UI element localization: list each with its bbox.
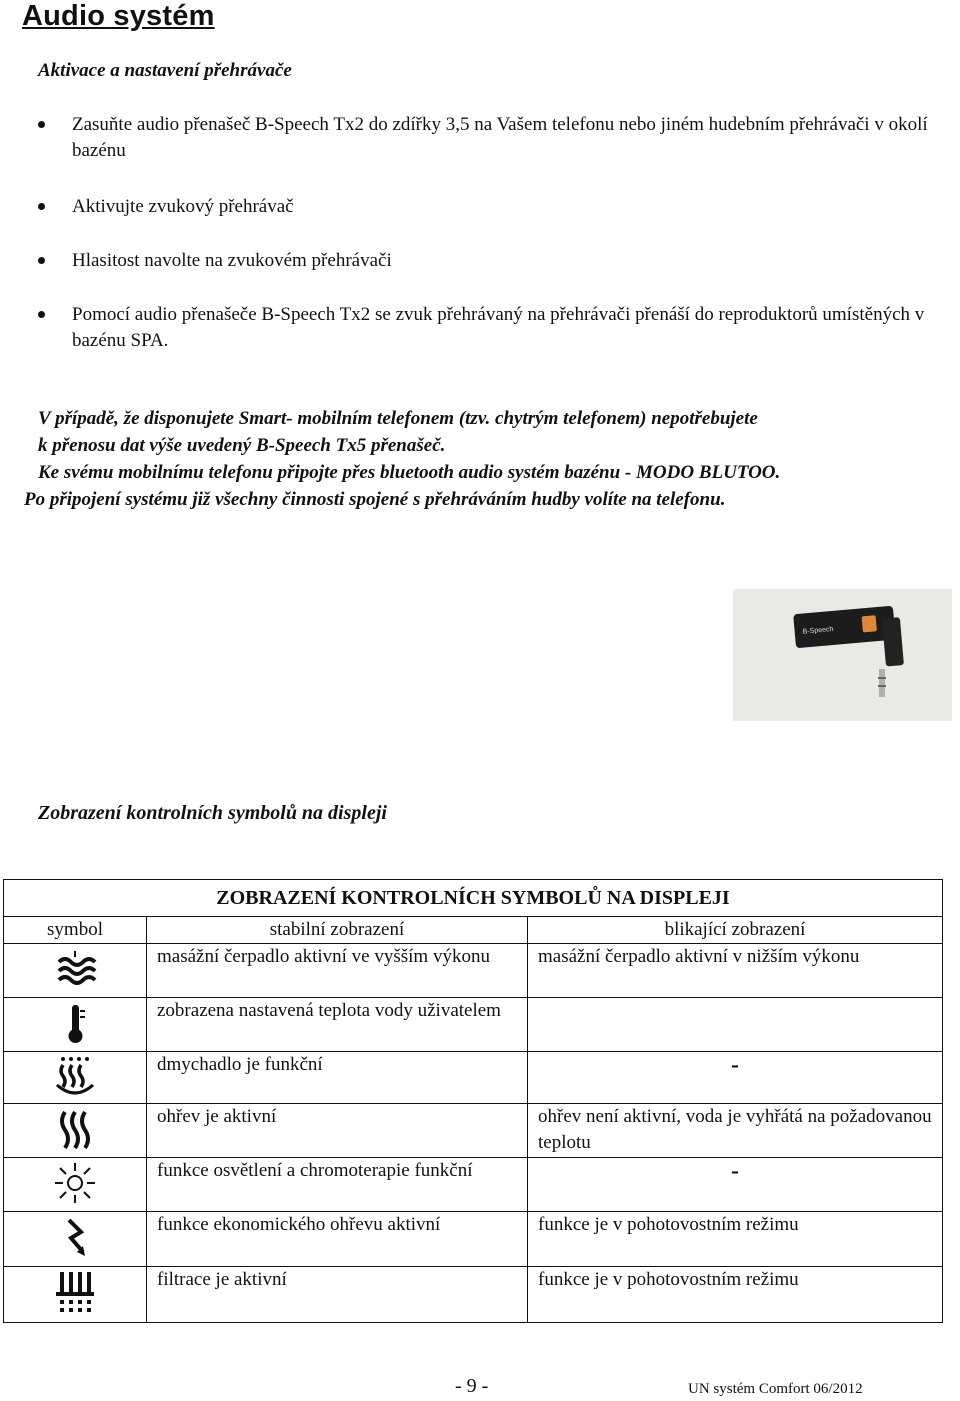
table-header-row <box>4 917 943 944</box>
blinking-cell: ohřev není aktivní, voda je vyhřátá na požadovanou teplotu <box>528 1104 943 1158</box>
note-line: V případě, že disponujete Smart- mobilním telefonem (tzv. chytrým telefonem) nepotřebujete <box>38 408 758 429</box>
thermometer-icon <box>60 1003 90 1045</box>
page-title: Audio systém <box>22 0 215 32</box>
column-header: stabilní zobrazení <box>147 917 528 944</box>
section-heading-symbols: Zobrazení kontrolních symbolů na displeji <box>38 802 387 824</box>
smartphone-note <box>24 405 949 513</box>
stable-cell: funkce osvětlení a chromoterapie funkční <box>147 1158 528 1212</box>
blinking-cell: funkce je v pohotovostním režimu <box>528 1267 943 1323</box>
table-title: ZOBRAZENÍ KONTROLNÍCH SYMBOLŮ NA DISPLEJI <box>4 880 943 917</box>
economy-heating-icon <box>55 1216 95 1260</box>
blinking-cell: funkce je v pohotovostním režimu <box>528 1212 943 1267</box>
list-item: Zasuňte audio přenašeč B-Speech Tx2 do zdířky 3,5 na Vašem telefonu nebo jiném hudebním přehrávači v okolí bazénu <box>38 112 938 166</box>
bullet-icon <box>38 257 45 264</box>
document-footer: UN systém Comfort 06/2012 <box>688 1381 863 1397</box>
symbols-table <box>3 879 943 1323</box>
blinking-cell: - <box>528 1158 943 1212</box>
blinking-cell <box>528 998 943 1052</box>
table-row <box>4 1052 943 1104</box>
stable-cell: funkce ekonomického ohřevu aktivní <box>147 1212 528 1267</box>
instruction-list <box>38 112 938 356</box>
light-icon <box>53 1161 97 1205</box>
blinking-cell: masážní čerpadlo aktivní v nižším výkonu <box>528 944 943 998</box>
massage-pump-icon <box>51 950 99 990</box>
note-line: Ke svému mobilnímu telefonu připojte přes bluetooth audio systém bazénu - MODO BLUTOO. <box>38 462 781 483</box>
stable-cell: dmychadlo je funkční <box>147 1052 528 1104</box>
filtration-icon <box>54 1270 96 1316</box>
section-heading-activation: Aktivace a nastavení přehrávače <box>38 60 292 81</box>
stable-cell: filtrace je aktivní <box>147 1267 528 1323</box>
bullet-icon <box>38 121 45 128</box>
column-header: symbol <box>4 917 147 944</box>
heater-icon <box>57 1109 93 1151</box>
table-row <box>4 1212 943 1267</box>
blower-icon <box>53 1055 97 1097</box>
stable-cell: ohřev je aktivní <box>147 1104 528 1158</box>
note-line: Po připojení systému již všechny činnosti spojené s přehráváním hudby volíte na telefonu. <box>24 489 726 510</box>
table-row <box>4 1158 943 1212</box>
table-row <box>4 944 943 998</box>
table-row <box>4 1104 943 1158</box>
list-item: Hlasitost navolte na zvukovém přehrávači <box>38 248 938 302</box>
list-item: Aktivujte zvukový přehrávač <box>38 194 938 248</box>
bullet-icon <box>38 203 45 210</box>
note-line: k přenosu dat výše uvedený B-Speech Tx5 přenašeč. <box>38 435 446 456</box>
stable-cell: masážní čerpadlo aktivní ve vyšším výkonu <box>147 944 528 998</box>
stable-cell: zobrazena nastavená teplota vody uživatelem <box>147 998 528 1052</box>
list-item: Pomocí audio přenašeče B-Speech Tx2 se zvuk přehrávaný na přehrávači přenáší do reproduktorů umístěných v bazénu SPA. <box>38 302 938 356</box>
transmitter-photo <box>733 589 952 721</box>
column-header: blikající zobrazení <box>528 917 943 944</box>
table-row <box>4 1267 943 1323</box>
photo-label: B-Speech <box>802 625 834 636</box>
table-row <box>4 998 943 1052</box>
bullet-icon <box>38 311 45 318</box>
page-number: - 9 - <box>455 1375 489 1397</box>
blinking-cell: - <box>528 1052 943 1104</box>
